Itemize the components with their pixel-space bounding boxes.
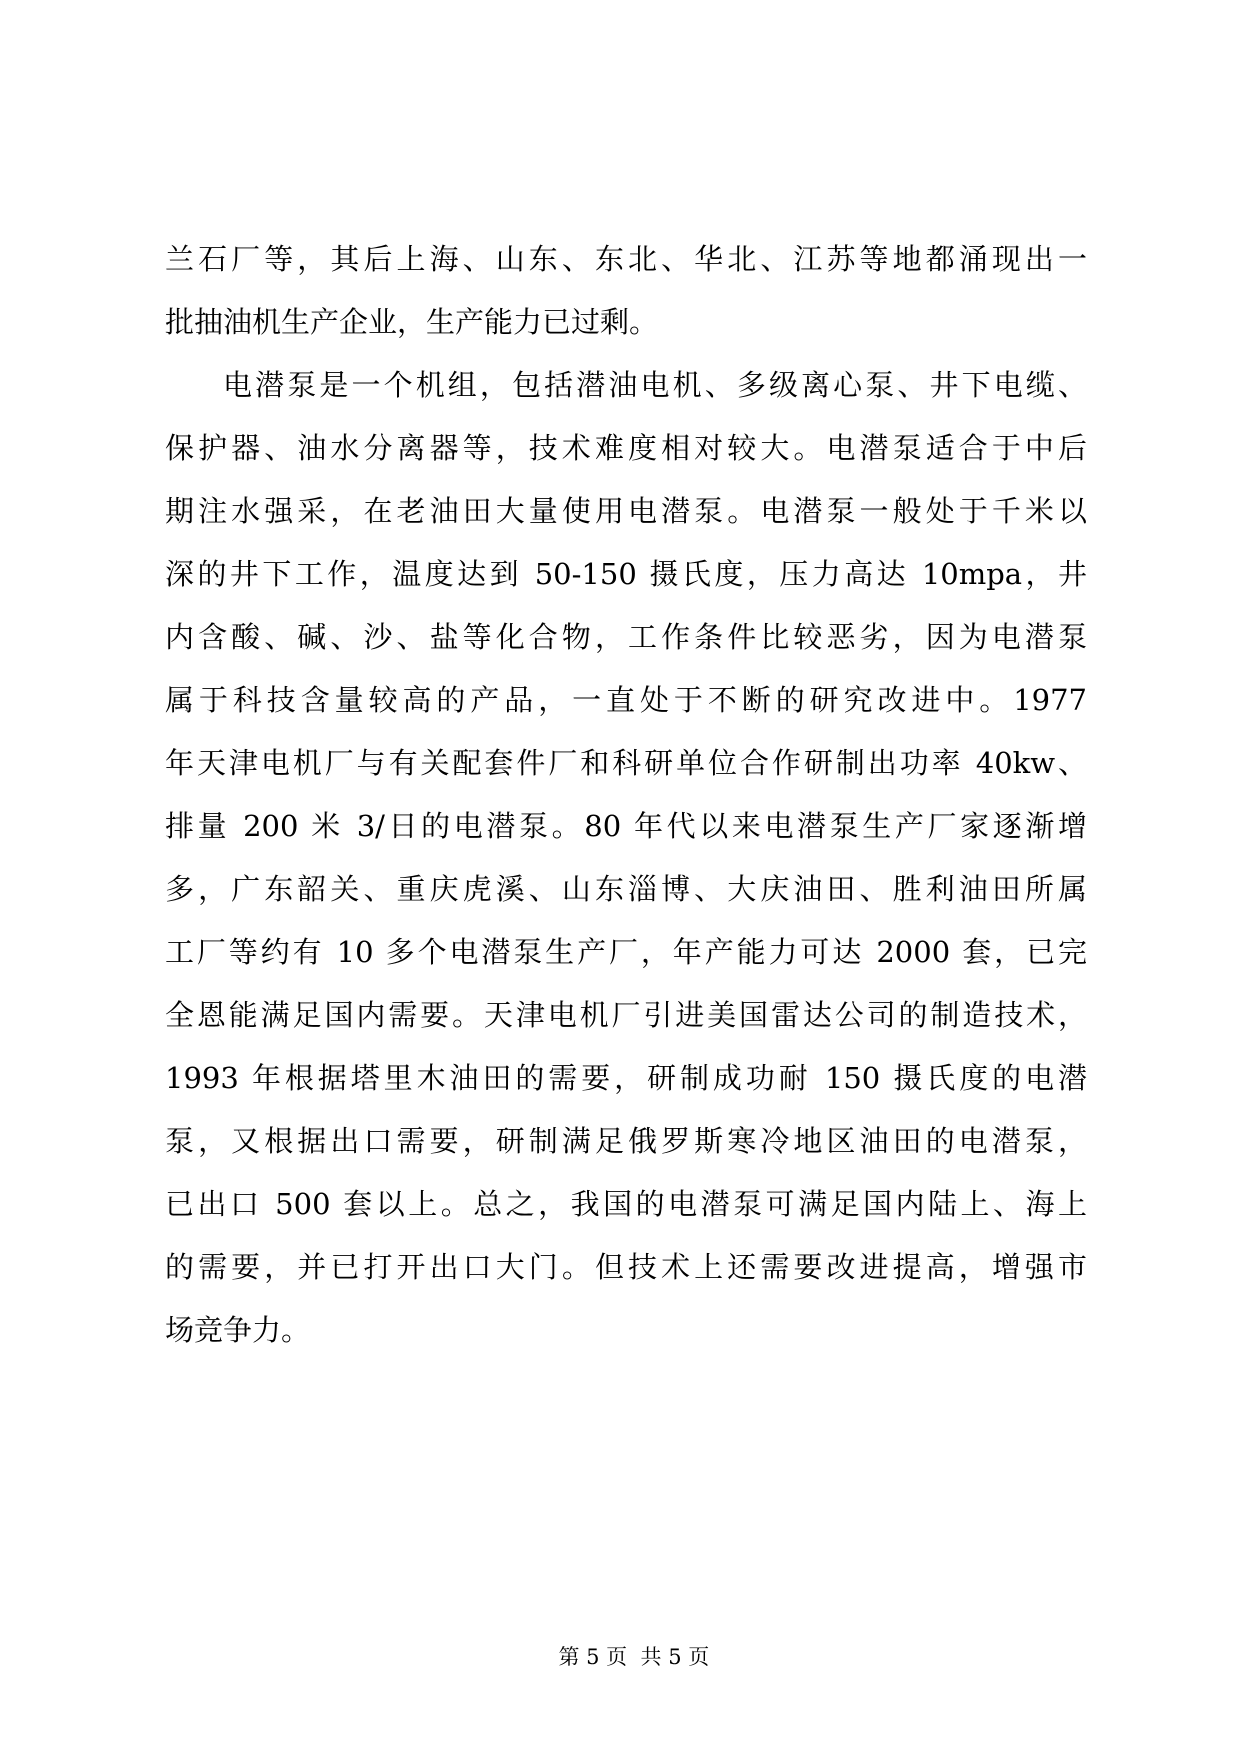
text-line: 泵，又根据出口需要，研制满足俄罗斯寒冷地区油田的电潜泵， bbox=[165, 1124, 1087, 1158]
text-line: 全恩能满足国内需要。天津电机厂引进美国雷达公司的制造技术， bbox=[165, 998, 1087, 1032]
text-line: 工厂等约有 10 多个电潜泵生产厂，年产能力可达 2000 套，已完 bbox=[165, 935, 1087, 969]
page-number-label: 第 5 页 共 5 页 bbox=[558, 1645, 710, 1669]
text-line: 的需要，并已打开出口大门。但技术上还需要改进提高，增强市 bbox=[165, 1250, 1087, 1284]
text-line: 电潜泵是一个机组，包括潜油电机、多级离心泵、井下电缆、 bbox=[223, 368, 1087, 402]
text-line: 期注水强采，在老油田大量使用电潜泵。电潜泵一般处于千米以 bbox=[165, 494, 1087, 528]
text-line: 已出口 500 套以上。总之，我国的电潜泵可满足国内陆上、海上 bbox=[165, 1187, 1087, 1221]
text-line: 内含酸、碱、沙、盐等化合物，工作条件比较恶劣，因为电潜泵 bbox=[165, 620, 1087, 654]
body-text bbox=[165, 228, 1087, 1362]
text-line: 批抽油机生产企业，生产能力已过剩。 bbox=[165, 305, 659, 339]
text-line: 排量 200 米 3/日的电潜泵。80 年代以来电潜泵生产厂家逐渐增 bbox=[165, 809, 1087, 843]
text-line: 场竞争力。 bbox=[165, 1313, 311, 1347]
text-line: 保护器、油水分离器等，技术难度相对较大。电潜泵适合于中后 bbox=[165, 431, 1087, 465]
text-line: 多，广东韶关、重庆虎溪、山东淄博、大庆油田、胜利油田所属 bbox=[165, 872, 1087, 906]
text-line: 深的井下工作，温度达到 50-150 摄氏度，压力高达 10mpa，井 bbox=[165, 557, 1087, 591]
paragraph-1 bbox=[165, 228, 1087, 354]
paragraph-2 bbox=[165, 354, 1087, 1362]
page-footer bbox=[0, 1612, 1241, 1702]
text-line: 1993 年根据塔里木油田的需要，研制成功耐 150 摄氏度的电潜 bbox=[165, 1061, 1087, 1095]
text-line: 兰石厂等，其后上海、山东、东北、华北、江苏等地都涌现出一 bbox=[165, 242, 1087, 276]
text-line: 属于科技含量较高的产品，一直处于不断的研究改进中。1977 bbox=[165, 683, 1087, 717]
text-line: 年天津电机厂与有关配套件厂和科研单位合作研制出功率 40kw、 bbox=[165, 746, 1087, 780]
